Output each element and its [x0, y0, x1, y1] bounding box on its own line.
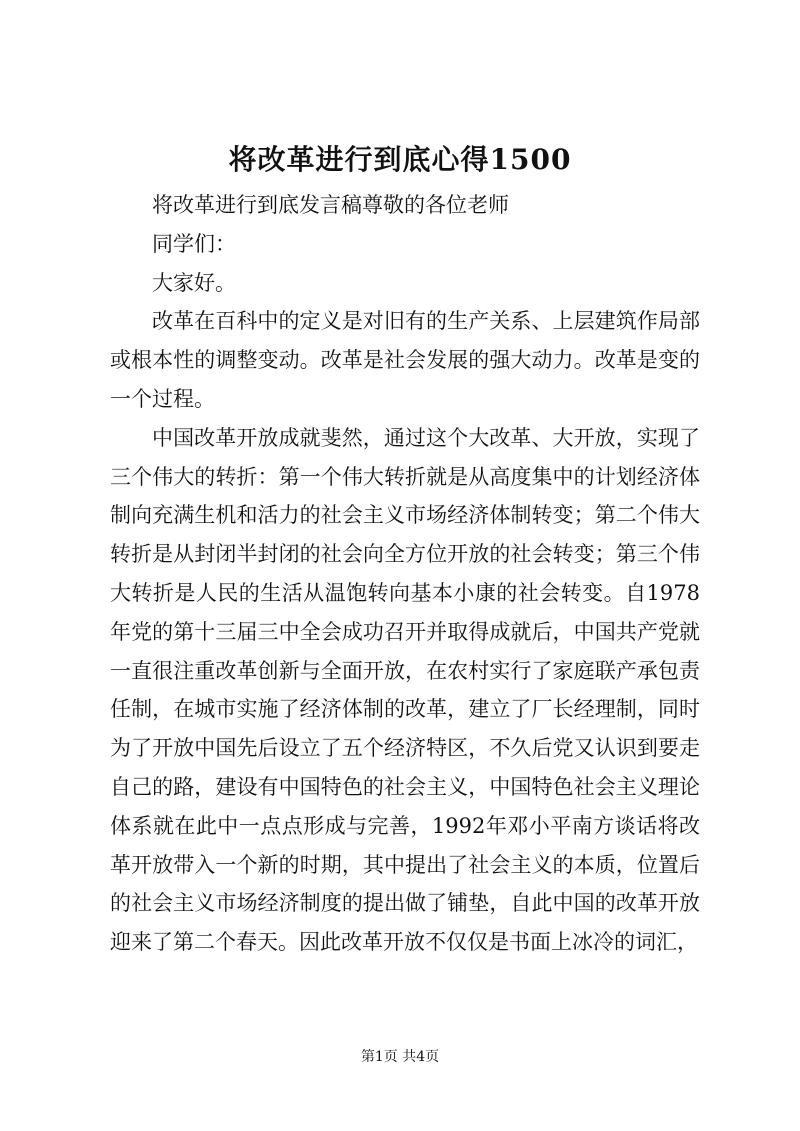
- document-body: [110, 186, 700, 962]
- document-title: 将改革进行到底心得1500: [228, 143, 572, 176]
- paragraph-greeting-title: 将改革进行到底发言稿尊敬的各位老师: [152, 193, 509, 217]
- page-footer: 第1页 共4页: [360, 1049, 440, 1065]
- paragraph-achievements: 中国改革开放成就斐然，通过这个大改革、大开放，实现了三个伟大的转折：第一个伟大转折就是从高度集中的计划经济体制向充满生机和活力的社会主义市场经济体制转变；第二个伟大转折是从封闭半封闭的社会向全方位开放的社会转变；第三个伟大转折是人民的生活从温饱转向基本小康的社会转变。自1978年党的第十三届三中全会成功召开并取得成就后，中国共产党就一直很注重改革创新与全面开放，在农村实行了家庭联产承包责任制，在城市实施了经济体制的改革，建立了厂长经理制，同时为了开放中国先后设立了五个经济特区，不久后党又认识到要走自己的路，建设有中国特色的社会主义，中国特色社会主义理论体系就在此中一点点形成与完善，1992年邓小平南方谈话将改革开放带入一个新的时期，其中提出了社会主义的本质，位置后的社会主义市场经济制度的提出做了铺垫，自此中国的改革开放迎来了第二个春天。因此改革开放不仅仅是书面上冰冷的词汇，: [110, 425, 700, 955]
- paragraph-definition: 改革在百科中的定义是对旧有的生产关系、上层建筑作局部或根本性的调整变动。改革是社会发展的强大动力。改革是变的一个过程。: [110, 309, 700, 411]
- paragraph-hello: 大家好。: [152, 270, 236, 295]
- paragraph-salutation: 同学们：: [152, 231, 236, 256]
